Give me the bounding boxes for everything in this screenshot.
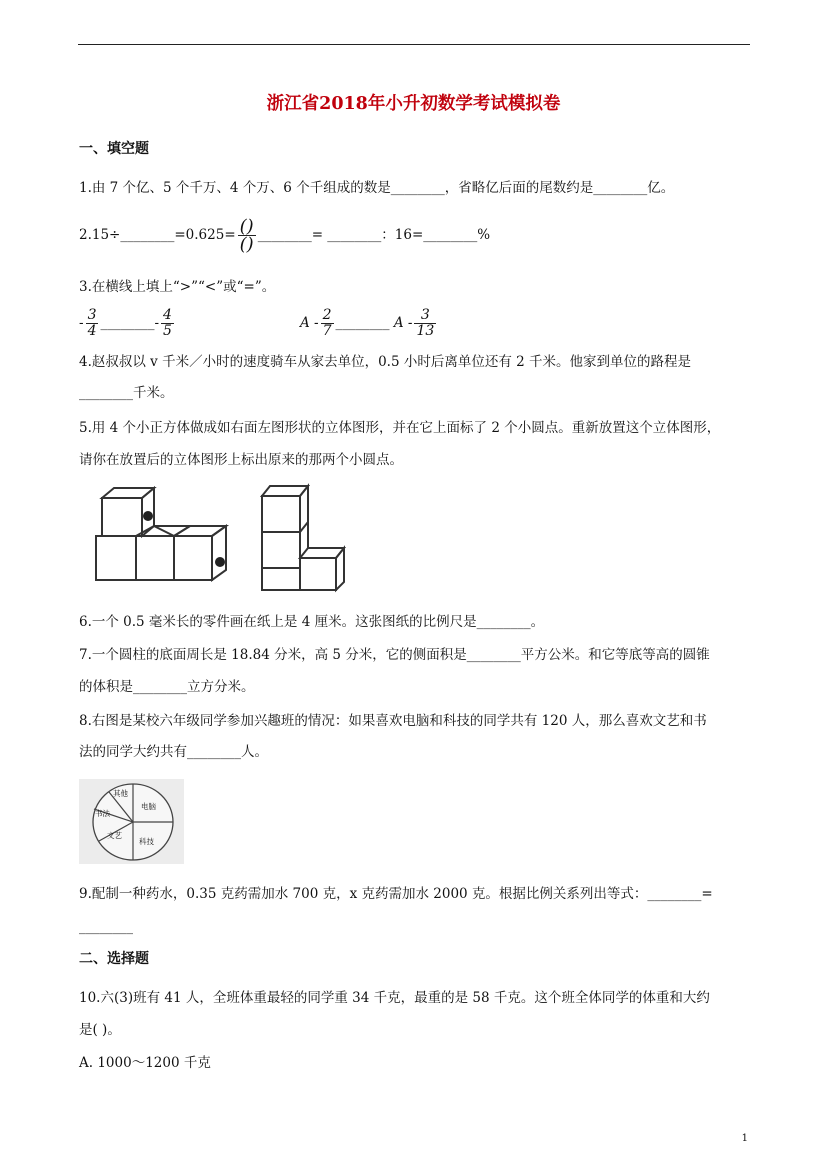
fraction-2-7 <box>321 308 334 339</box>
fraction-denominator: () <box>239 234 254 255</box>
interest-class-pie-image <box>79 779 184 864</box>
question-7-line-2: 的体积是________立方分米。 <box>79 679 255 695</box>
question-2-fraction <box>238 218 256 253</box>
fraction-numerator: () <box>239 216 254 237</box>
header-rule <box>78 44 750 45</box>
compare-blank: ________ A - <box>335 315 413 331</box>
left-cube-figure <box>96 488 226 580</box>
fraction-numerator: 4 <box>163 307 172 323</box>
expression-a-minus: A - <box>300 315 319 331</box>
question-4-line-2: ________千米。 <box>79 385 174 401</box>
section-fill-blank-heading: 一、填空题 <box>79 141 149 157</box>
question-8-line-2: 法的同学大约共有________人。 <box>79 744 268 760</box>
compare-blank: ________- <box>100 315 160 331</box>
page-number: 1 <box>741 1133 748 1144</box>
fraction-numerator: 3 <box>414 308 436 324</box>
question-5-line-1: 5.用 4 个小正方体做成如右面左图形状的立体图形，并在它上面标了 2 个小圆点。重新放置这个立体图形， <box>79 420 721 436</box>
pie-label-calligraphy: 书法 <box>95 809 110 818</box>
fraction-3-4 <box>86 308 99 339</box>
dot-marker <box>215 557 225 567</box>
fraction-denominator: 13 <box>416 323 435 339</box>
fraction-numerator: 3 <box>87 307 97 323</box>
cube-figures-image <box>90 478 360 593</box>
question-2-part-a: 2.15÷________=0.625= <box>79 227 236 243</box>
fraction-numerator: 2 <box>322 307 332 323</box>
question-1: 1.由 7 个亿、5 个千万、4 个万、6 个千组成的数是________，省略亿后面的尾数约是________亿。 <box>79 180 675 196</box>
fraction-denominator: 5 <box>163 323 172 339</box>
question-3-compare-1 <box>79 308 176 339</box>
pie-label-computer: 电脑 <box>141 802 156 811</box>
question-9-line-1: 9.配制一种药水，0.35 克药需加水 700 克，x 克药需加水 2000 克。根据比例关系列出等式：________= <box>79 886 713 902</box>
question-7-line-1: 7.一个圆柱的底面周长是 18.84 分米，高 5 分米，它的侧面积是________平方公米。和它等底等高的圆锥 <box>79 647 710 663</box>
pie-label-other: 其他 <box>113 789 128 798</box>
question-3: 3.在横线上填上“>”“<”或“=”。 <box>79 279 276 295</box>
question-5-line-2: 请你在放置后的立体图形上标出原来的那两个小圆点。 <box>79 452 403 468</box>
question-6: 6.一个 0.5 毫米长的零件画在纸上是 4 厘米。这张图纸的比例尺是________。 <box>79 614 545 630</box>
pie-label-tech: 科技 <box>139 837 154 846</box>
question-4-line-1: 4.赵叔叔以 v 千米／小时的速度骑车从家去单位，0.5 小时后离单位还有 2 千米。他家到单位的路程是 <box>79 354 692 370</box>
pie-chart-drawing <box>79 779 184 864</box>
question-8-line-1: 8.右图是某校六年级同学参加兴趣班的情况：如果喜欢电脑和科技的同学共有 120 人，那么喜欢文艺和书 <box>79 713 707 729</box>
question-10-option-a: A. 1000～1200 千克 <box>79 1055 211 1071</box>
fraction-denominator: 7 <box>322 323 332 339</box>
question-10-line-2: 是( )。 <box>79 1022 121 1038</box>
fraction-denominator: 4 <box>87 323 97 339</box>
fraction-3-13 <box>414 308 436 339</box>
question-2 <box>79 218 490 253</box>
minus-sign: - <box>79 315 84 331</box>
document-title: 浙江省2018年小升初数学考试模拟卷 <box>266 94 561 114</box>
section-multiple-choice-heading: 二、选择题 <box>79 951 149 967</box>
fraction-4-5 <box>161 308 174 339</box>
pie-label-arts: 文艺 <box>107 831 122 840</box>
question-3-compare-2 <box>300 308 438 339</box>
question-2-part-b: ________= ________：16=________% <box>257 227 491 243</box>
dot-marker <box>143 511 153 521</box>
question-9-line-2: ________ <box>79 919 133 935</box>
right-cube-figure <box>262 486 344 590</box>
question-10-line-1: 10.六(3)班有 41 人，全班体重最轻的同学重 34 千克，最重的是 58 千克。这个班全体同学的体重和大约 <box>79 990 710 1006</box>
